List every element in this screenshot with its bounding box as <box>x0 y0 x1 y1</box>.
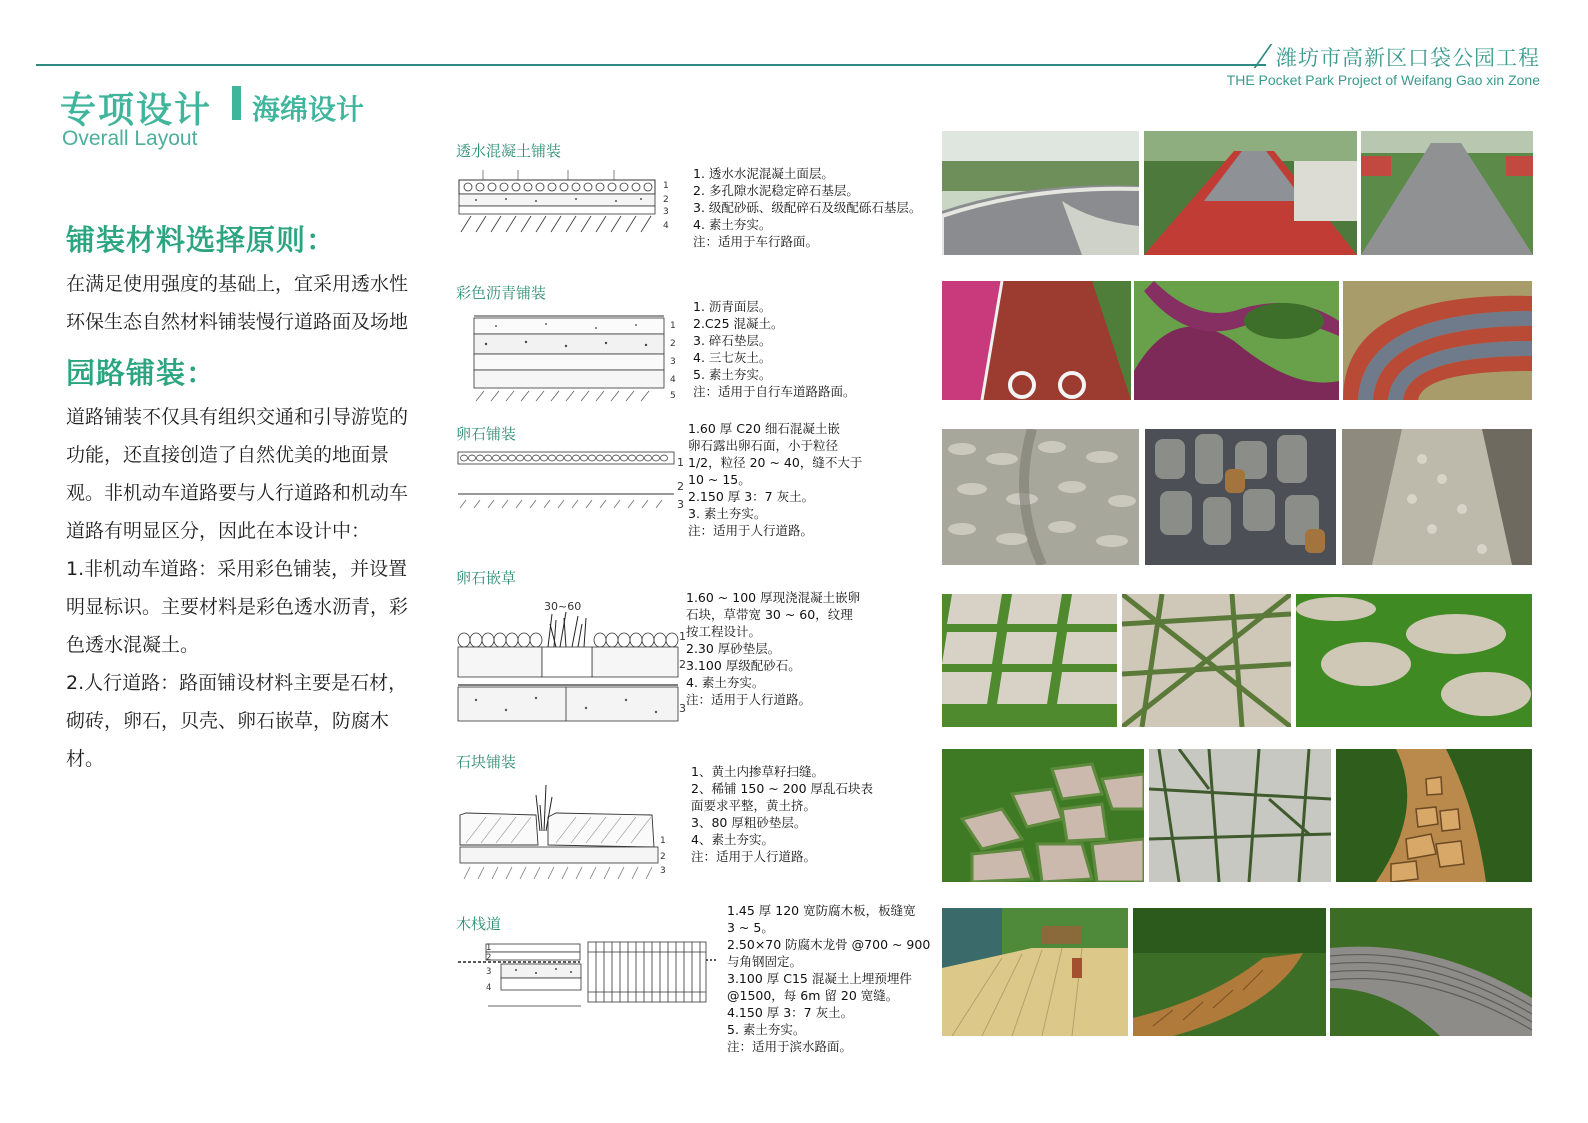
project-subtitle: THE Pocket Park Project of Weifang Gao xin Zone <box>1226 72 1540 88</box>
diagram-label: 1 <box>663 181 669 191</box>
photo-permeable-road-2 <box>1144 131 1357 255</box>
photo-bike-lane-3 <box>1343 281 1532 400</box>
diagram-label: 2 <box>677 480 684 493</box>
diagram-label: 3 <box>670 357 676 367</box>
section-diagram-boardwalk <box>456 938 724 1018</box>
notes-pebble-grass: 1.60 ~ 100 厚现浇混凝土嵌卵 石块，草带宽 30 ~ 60，纹理 按工程设计。 2.30 厚砂垫层。 3.100 厚级配砂石。 4. 素土夯实。 注：适用于人行道路。 <box>686 590 861 707</box>
diagram-label: 3 <box>486 967 492 977</box>
notes-colored-asphalt: 1. 沥青面层。 2.C25 混凝土。 3. 碎石垫层。 4. 三七灰土。 5. 素土夯实。 注：适用于自行车道路路面。 <box>693 299 856 399</box>
diagram-label: 3 <box>660 866 666 876</box>
section-diagram-pebble-grass <box>456 590 686 730</box>
diagram-label: 3 <box>677 498 684 511</box>
diagram-label: 2 <box>679 658 686 671</box>
diagram-label: 2 <box>663 195 669 205</box>
photo-pebble-path-1 <box>942 429 1139 565</box>
diagram-label: 3 <box>663 207 669 217</box>
diagram-label: 1 <box>486 943 492 953</box>
paragraph-road-paving: 道路铺装不仅具有组织交通和引导游览的功能，还直接创造了自然优美的地面景观。非机动车道路要与人行道路和机动车道路有明显区分，因此在本设计中： <box>66 406 409 542</box>
photo-pebble-grass-3 <box>1296 594 1532 727</box>
header-rule <box>36 64 1266 66</box>
row-title-boardwalk: 木栈道 <box>456 915 502 933</box>
photo-boardwalk-1 <box>942 908 1128 1036</box>
diagram-label: 4 <box>670 375 676 385</box>
diagram-label: 4 <box>486 983 492 993</box>
section-diagram-colored-asphalt <box>456 306 686 406</box>
row-title-colored-asphalt: 彩色沥青铺装 <box>456 284 547 302</box>
diagram-label: 2 <box>486 953 492 963</box>
photo-stone-path-1 <box>942 749 1144 882</box>
photo-bike-lane-1 <box>942 281 1131 400</box>
diagram-label: 2 <box>670 339 676 349</box>
notes-boardwalk: 1.45 厚 120 宽防腐木板，板缝宽 3 ~ 5。 2.50×70 防腐木龙骨 @700 ~ 900 与角钢固定。 3.100 厚 C15 混凝土上埋预埋件 @1500，每 6m 留 20 宽缝。 4.150 厚 3：7 灰土。 5. 素土夯实。 注：适用于滨水路面。 <box>727 903 931 1054</box>
notes-permeable-concrete: 1. 透水水泥混凝土面层。 2. 多孔隙水泥稳定碎石基层。 3. 级配砂砾、级配碎石及级配砾石基层。 4. 素土夯实。 注：适用于车行路面。 <box>693 166 922 249</box>
diagram-label: 1 <box>660 836 666 846</box>
photo-pebble-grass-1 <box>942 594 1117 727</box>
diagram-label: 1 <box>679 630 686 643</box>
row-title-stone-paving: 石块铺装 <box>456 753 517 771</box>
photo-boardwalk-2 <box>1133 908 1326 1036</box>
diagram-label: 5 <box>670 391 676 401</box>
heading-material-principle: 铺装材料选择原则： <box>66 223 337 257</box>
left-text-column <box>66 218 416 778</box>
photo-permeable-road-3 <box>1361 131 1533 255</box>
section-diagram-stone-paving <box>456 775 672 895</box>
section-divider-bar <box>232 86 241 120</box>
photo-pebble-path-3 <box>1342 429 1532 565</box>
row-title-pebble-paving: 卵石铺装 <box>456 425 517 443</box>
diagram-label: 4 <box>663 221 669 231</box>
section-subtitle: 海绵设计 <box>252 93 365 126</box>
notes-stone-paving: 1、黄土内掺草籽扫缝。 2、稀铺 150 ~ 200 厚乱石块表 面要求平整，黄土挤。 3、80 厚粗砂垫层。 4、素土夯实。 注：适用于人行道路。 <box>691 764 874 864</box>
photo-bike-lane-2 <box>1134 281 1339 400</box>
section-title: 专项设计 <box>60 90 213 131</box>
photo-boardwalk-3 <box>1330 908 1532 1036</box>
notes-pebble-paving: 1.60 厚 C20 细石混凝土嵌 卵石露出卵石面，小于粒径 1/2，粒径 20 ~ 40，缝不大于 10 ~ 15。 2.150 厚 3：7 灰土。 3. 素土夯实。 注：适用于人行道路。 <box>688 421 863 538</box>
diagram-label: 1 <box>677 456 684 469</box>
photo-permeable-road-1 <box>942 131 1139 255</box>
paragraph-non-motor-road: 1.非机动车道路：采用彩色铺装，并设置明显标识。主要材料是彩色透水沥青，彩色透水混凝土。 <box>66 558 409 656</box>
diagram-label: 2 <box>660 852 666 862</box>
row-title-pebble-grass: 卵石嵌草 <box>456 569 517 587</box>
paragraph-material-principle: 在满足使用强度的基础上，宜采用透水性环保生态自然材料铺装慢行道路面及场地 <box>66 273 409 333</box>
heading-park-road-paving: 园路铺装： <box>66 356 217 390</box>
diagram-label: 30~60 <box>544 600 582 613</box>
photo-pebble-grass-2 <box>1122 594 1291 727</box>
section-diagram-permeable-concrete <box>456 166 686 242</box>
diagram-label: 3 <box>679 702 686 715</box>
project-title: 潍坊市高新区口袋公园工程 <box>1276 46 1540 70</box>
photo-stone-path-3 <box>1336 749 1532 882</box>
row-title-permeable-concrete: 透水混凝土铺装 <box>456 142 562 160</box>
diagram-label: 1 <box>670 321 676 331</box>
section-diagram-pebble-paving <box>456 444 688 516</box>
photo-pebble-path-2 <box>1145 429 1336 565</box>
section-english-title: Overall Layout <box>62 127 198 150</box>
photo-stone-path-2 <box>1149 749 1331 882</box>
paragraph-pedestrian-road: 2.人行道路：路面铺设材料主要是石材，砌砖，卵石，贝壳、卵石嵌草，防腐木材。 <box>66 672 408 770</box>
